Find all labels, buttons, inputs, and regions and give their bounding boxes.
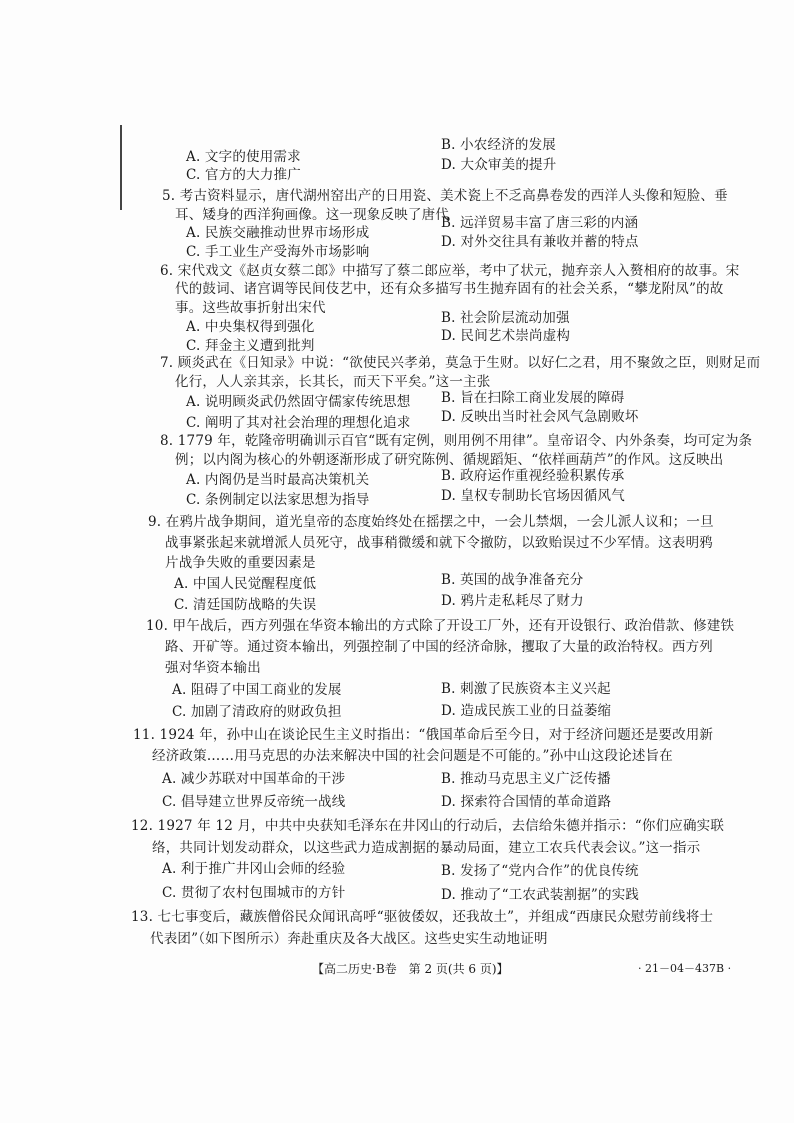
q6-option-c: C. 拜金主义遭到批判 bbox=[186, 338, 315, 354]
q7-option-b: B. 旨在扫除工商业发展的障碍 bbox=[441, 390, 625, 406]
q11-option-b: B. 推动马克思主义广泛传播 bbox=[441, 771, 611, 787]
q4-option-a: A. 文字的使用需求 bbox=[186, 149, 301, 165]
q8-option-a: A. 内阁仍是当时最高决策机关 bbox=[186, 472, 370, 488]
q10-option-d: D. 造成民族工业的日益萎缩 bbox=[441, 703, 612, 719]
q8-stem-line2: 例；以内阁为核心的外朝逐渐形成了研究陈例、循规蹈矩、“依样画葫芦”的作风。这反映出 bbox=[175, 452, 724, 468]
q12-option-d: D. 推动了“工农武装割据”的实践 bbox=[441, 887, 640, 903]
q5-option-a: A. 民族交融推动世界市场形成 bbox=[186, 225, 370, 241]
q10-option-c: C. 加剧了清政府的财政负担 bbox=[172, 704, 342, 720]
q10-option-a: A. 阻碍了中国工商业的发展 bbox=[172, 682, 342, 698]
q6-stem-line3: 事。这些故事折射出宋代 bbox=[175, 300, 326, 316]
q7-option-c: C. 阐明了其对社会治理的理想化追求 bbox=[186, 415, 411, 431]
left-margin-rule bbox=[120, 125, 122, 210]
q8-option-d: D. 皇权专制助长官场因循风气 bbox=[441, 488, 625, 504]
q6-stem-line2: 代的鼓词、诸宫调等民间伎艺中，还有众多描写书生抛弃固有的社会关系，“攀龙附凤”的故 bbox=[175, 281, 724, 297]
q7-option-d: D. 反映出当时社会风气急剧败坏 bbox=[441, 409, 639, 425]
q12-option-a: A. 利于推广井冈山会师的经验 bbox=[162, 861, 346, 877]
q9-stem-line3: 片战争失败的重要因素是 bbox=[165, 555, 316, 571]
q10-option-b: B. 刺激了民族资本主义兴起 bbox=[441, 681, 611, 697]
q6-option-d: D. 民间艺术崇尚虚构 bbox=[441, 328, 571, 344]
q5-option-d: D. 对外交往具有兼收并蓄的特点 bbox=[441, 234, 639, 250]
q6-stem-line1: 6. 宋代戏文《赵贞女蔡二郎》中描写了蔡二郎应举，考中了状元，抛弃亲人入赘相府的故事。宋 bbox=[160, 263, 740, 279]
q9-option-c: C. 清廷国防战略的失误 bbox=[174, 597, 317, 613]
q10-stem-line1: 10. 甲午战后，西方列强在华资本输出的方式除了开设工厂外，还有开设银行、政治借款、修建铁 bbox=[146, 618, 735, 634]
q6-option-a: A. 中央集权得到强化 bbox=[186, 319, 315, 335]
q9-option-b: B. 英国的战争准备充分 bbox=[441, 572, 584, 588]
q5-option-b: B. 远洋贸易丰富了唐三彩的内涵 bbox=[441, 215, 639, 231]
q7-stem-line2: 化行，人人亲其亲，长其长，而天下平矣。”这一主张 bbox=[175, 374, 491, 390]
q4-option-c: C. 官方的大力推广 bbox=[186, 167, 301, 183]
exam-code: · 21－04－437B · bbox=[638, 962, 732, 975]
q10-stem-line3: 强对华资本输出 bbox=[165, 660, 261, 676]
q4-option-d: D. 大众审美的提升 bbox=[441, 157, 557, 173]
q4-option-b: B. 小农经济的发展 bbox=[441, 137, 557, 153]
q9-option-a: A. 中国人民觉醒程度低 bbox=[174, 576, 317, 592]
q13-stem-line2: 代表团”（如下图所示）奔赴重庆及各大战区。这些史实生动地证明 bbox=[150, 931, 548, 947]
q8-option-c: C. 条例制定以法家思想为指导 bbox=[186, 492, 370, 508]
q6-option-b: B. 社会阶层流动加强 bbox=[441, 310, 570, 326]
q10-stem-line2: 路、开矿等。通过资本输出，列强控制了中国的经济命脉，攫取了大量的政治特权。西方列 bbox=[165, 639, 713, 655]
page-footer-label: 【高二历史·B卷 第 2 页(共 6 页)】 bbox=[312, 962, 509, 976]
q7-stem-line1: 7. 顾炎武在《日知录》中说：“欲使民兴孝弟，莫急于生财。以好仁之君，用不聚敛之臣，则财足而 bbox=[160, 355, 761, 371]
q5-stem-line1: 5. 考古资料显示，唐代湖州窑出产的日用瓷、美术瓷上不乏高鼻卷发的西洋人头像和短脸、垂 bbox=[162, 188, 728, 204]
q11-option-a: A. 减少苏联对中国革命的干涉 bbox=[162, 771, 346, 787]
q8-option-b: B. 政府运作重视经验积累传承 bbox=[441, 468, 625, 484]
q8-stem-line1: 8. 1779 年，乾隆帝明确训示百官“既有定例，则用例不用律”。皇帝诏令、内外条奏，均可定为条 bbox=[160, 433, 753, 449]
q9-option-d: D. 鸦片走私耗尽了财力 bbox=[441, 593, 584, 609]
q12-option-b: B. 发扬了“党内合作”的优良传统 bbox=[441, 863, 639, 879]
q11-stem-line2: 经济政策……用马克思的办法来解决中国的社会问题是不可能的。”孙中山这段论述旨在 bbox=[152, 748, 673, 764]
q13-stem-line1: 13. 七七事变后，藏族僧俗民众闻讯高呼“驱彼倭奴，还我故土”，并组成“西康民众慰劳前线将士 bbox=[131, 909, 714, 925]
q11-option-c: C. 倡导建立世界反帝统一战线 bbox=[162, 794, 346, 810]
q11-option-d: D. 探索符合国情的革命道路 bbox=[441, 794, 612, 810]
q12-stem-line2: 络，共同计划发动群众，以这些武力造成割据的暴动局面，建立工农兵代表会议。”这一指示 bbox=[152, 840, 701, 856]
q12-stem-line1: 12. 1927 年 12 月，中共中央获知毛泽东在井冈山的行动后，去信给朱德并指示：“你们应确实联 bbox=[131, 818, 725, 834]
q12-option-c: C. 贯彻了农村包围城市的方针 bbox=[162, 885, 346, 901]
q5-option-c: C. 手工业生产受海外市场影响 bbox=[186, 244, 370, 260]
q5-stem-line2: 耳、矮身的西洋狗画像。这一现象反映了唐代 bbox=[175, 207, 449, 223]
q9-stem-line2: 战事紧张起来就增派人员死守，战事稍微缓和就下令撤防，以致贻误过不少军情。这表明鸦 bbox=[165, 535, 713, 551]
q11-stem-line1: 11. 1924 年，孙中山在谈论民生主义时指出：“俄国革命后至今日，对于经济问题还是要改用新 bbox=[133, 727, 714, 743]
q9-stem-line1: 9. 在鸦片战争期间，道光皇帝的态度始终处在摇摆之中，一会儿禁烟，一会儿派人议和；一旦 bbox=[148, 514, 714, 530]
q7-option-a: A. 说明顾炎武仍然固守儒家传统思想 bbox=[186, 394, 411, 410]
